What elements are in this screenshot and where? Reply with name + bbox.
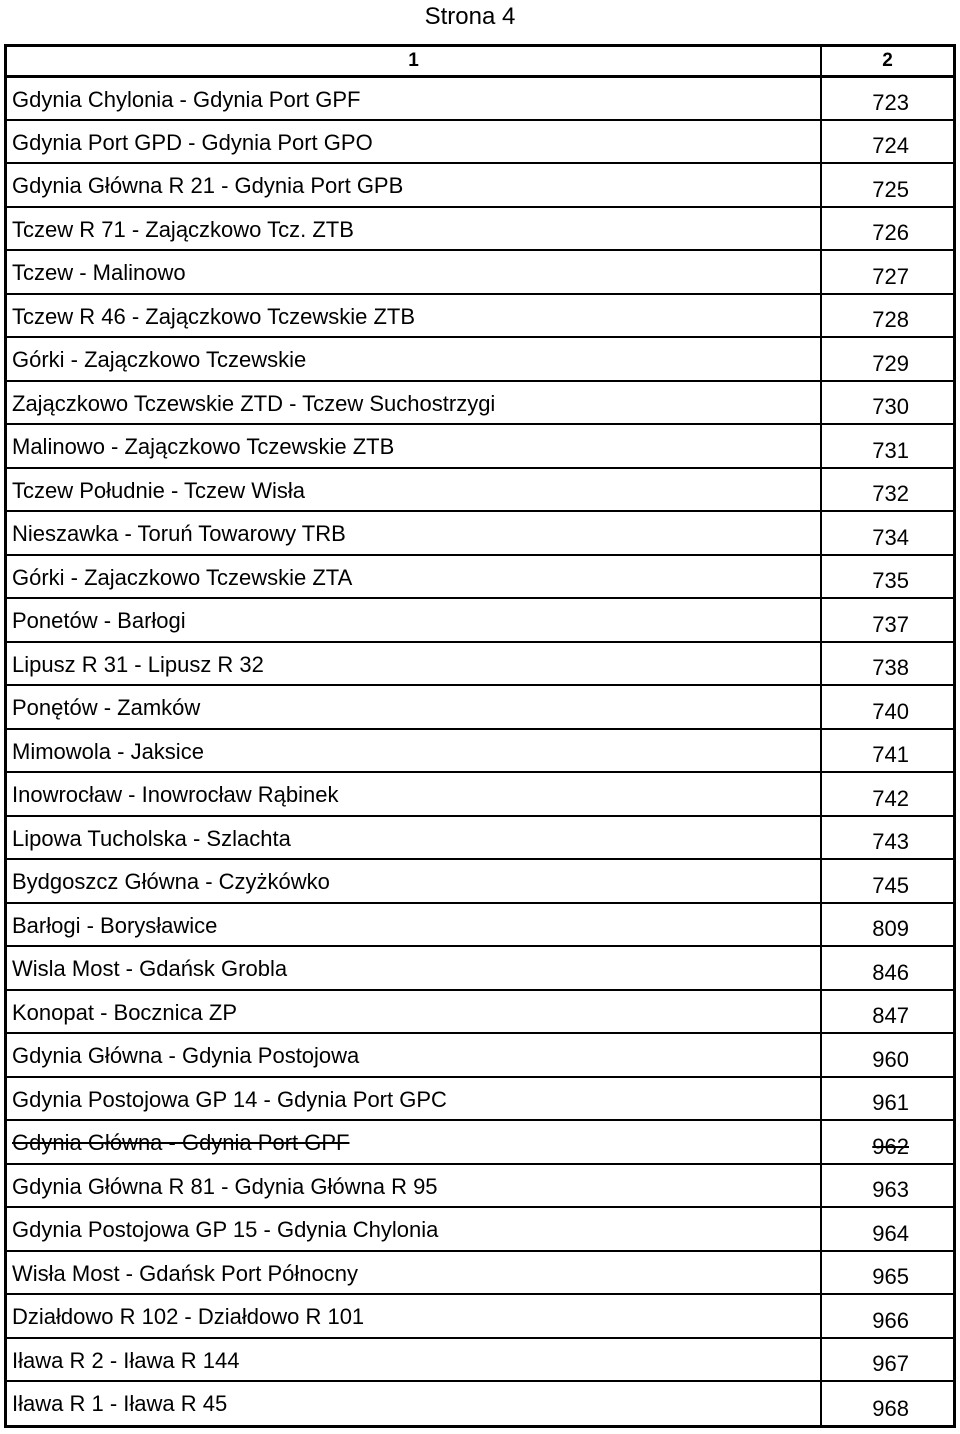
route-number-cell: 743 — [821, 816, 953, 860]
route-number-cell: 738 — [821, 642, 953, 686]
table-row — [7, 598, 953, 642]
table-row — [7, 1381, 953, 1425]
table-row — [7, 76, 953, 120]
route-number-cell: 847 — [821, 990, 953, 1034]
route-number-cell: 809 — [821, 903, 953, 947]
table-row — [7, 729, 953, 773]
table-row — [7, 1120, 953, 1164]
route-number-cell: 964 — [821, 1207, 953, 1251]
table-row — [7, 555, 953, 599]
route-number-cell: 741 — [821, 729, 953, 773]
route-number-cell: 962 — [821, 1120, 953, 1164]
table-row — [7, 1164, 953, 1208]
route-number-cell: 725 — [821, 163, 953, 207]
route-number-cell: 966 — [821, 1294, 953, 1338]
route-number-cell: 960 — [821, 1033, 953, 1077]
route-name-cell: Iława R 2 - Iława R 144 — [7, 1338, 821, 1382]
route-name-cell: Gdynia Postojowa GP 14 - Gdynia Port GPC — [7, 1077, 821, 1121]
table-row — [7, 511, 953, 555]
route-number-cell: 732 — [821, 468, 953, 512]
route-name-cell: Konopat - Bocznica ZP — [7, 990, 821, 1034]
table-row — [7, 903, 953, 947]
table-row — [7, 1338, 953, 1382]
route-number-cell: 742 — [821, 772, 953, 816]
table-row — [7, 1294, 953, 1338]
header-row — [7, 47, 953, 76]
table-row — [7, 424, 953, 468]
route-name-cell: Górki - Zajaczkowo Tczewskie ZTA — [7, 555, 821, 599]
route-name-cell: Zajączkowo Tczewskie ZTD - Tczew Suchostrzygi — [7, 381, 821, 425]
route-name-cell: Wisła Most - Gdańsk Port Północny — [7, 1251, 821, 1295]
route-name-cell: Nieszawka - Toruń Towarowy TRB — [7, 511, 821, 555]
route-number-cell: 963 — [821, 1164, 953, 1208]
route-name-cell: Ponętów - Zamków — [7, 685, 821, 729]
route-number-cell: 734 — [821, 511, 953, 555]
route-name-cell: Malinowo - Zajączkowo Tczewskie ZTB — [7, 424, 821, 468]
route-name-cell: Wisla Most - Gdańsk Grobla — [7, 946, 821, 990]
table-row — [7, 685, 953, 729]
route-name-cell: Tczew - Malinowo — [7, 250, 821, 294]
table-row — [7, 120, 953, 164]
route-name-cell: Tczew Południe - Tczew Wisła — [7, 468, 821, 512]
route-number-cell: 723 — [821, 76, 953, 120]
route-name-cell: Gdynia Główna - Gdynia Postojowa — [7, 1033, 821, 1077]
route-number-cell: 730 — [821, 381, 953, 425]
route-name-cell: Górki - Zajączkowo Tczewskie — [7, 337, 821, 381]
route-number-cell: 727 — [821, 250, 953, 294]
route-number-cell: 731 — [821, 424, 953, 468]
table-row — [7, 859, 953, 903]
table-row — [7, 946, 953, 990]
route-name-cell: Mimowola - Jaksice — [7, 729, 821, 773]
route-name-cell: Gdynia Port GPD - Gdynia Port GPO — [7, 120, 821, 164]
table-row — [7, 1207, 953, 1251]
table-body — [7, 76, 953, 1425]
table-row — [7, 250, 953, 294]
route-number-cell: 729 — [821, 337, 953, 381]
page-header: Strona 4 — [424, 3, 516, 30]
table-row — [7, 207, 953, 251]
route-name-cell: Iława R 1 - Iława R 45 — [7, 1381, 821, 1425]
table-row — [7, 337, 953, 381]
table-row — [7, 468, 953, 512]
route-name-cell: Lipusz R 31 - Lipusz R 32 — [7, 642, 821, 686]
route-number-cell: 745 — [821, 859, 953, 903]
column-header-2: 2 — [821, 47, 953, 76]
table-row — [7, 642, 953, 686]
route-name-cell: Gdynia Główna R 81 - Gdynia Główna R 95 — [7, 1164, 821, 1208]
route-name-cell: Inowrocław - Inowrocław Rąbinek — [7, 772, 821, 816]
route-name-cell: Gdynia Chylonia - Gdynia Port GPF — [7, 76, 821, 120]
table-row — [7, 816, 953, 860]
route-number-cell: 735 — [821, 555, 953, 599]
table-row — [7, 990, 953, 1034]
route-number-cell: 965 — [821, 1251, 953, 1295]
route-name-cell: Lipowa Tucholska - Szlachta — [7, 816, 821, 860]
table-row — [7, 772, 953, 816]
route-name-cell: Gdynia Główna R 21 - Gdynia Port GPB — [7, 163, 821, 207]
table-row — [7, 1251, 953, 1295]
route-table — [7, 47, 953, 1425]
route-table-frame — [4, 44, 956, 1428]
table-row — [7, 1033, 953, 1077]
route-number-cell: 728 — [821, 294, 953, 338]
route-name-cell: Bydgoszcz Główna - Czyżkówko — [7, 859, 821, 903]
route-name-cell: Barłogi - Borysławice — [7, 903, 821, 947]
route-name-cell: Gdynia Główna - Gdynia Port GPF — [7, 1120, 821, 1164]
route-name-cell: Tczew R 46 - Zajączkowo Tczewskie ZTB — [7, 294, 821, 338]
table-row — [7, 381, 953, 425]
route-number-cell: 740 — [821, 685, 953, 729]
table-row — [7, 294, 953, 338]
column-header-1: 1 — [7, 47, 821, 76]
route-number-cell: 726 — [821, 207, 953, 251]
route-name-cell: Działdowo R 102 - Działdowo R 101 — [7, 1294, 821, 1338]
route-number-cell: 967 — [821, 1338, 953, 1382]
route-number-cell: 737 — [821, 598, 953, 642]
route-number-cell: 724 — [821, 120, 953, 164]
route-name-cell: Gdynia Postojowa GP 15 - Gdynia Chylonia — [7, 1207, 821, 1251]
route-name-cell: Tczew R 71 - Zajączkowo Tcz. ZTB — [7, 207, 821, 251]
route-number-cell: 961 — [821, 1077, 953, 1121]
route-number-cell: 968 — [821, 1381, 953, 1425]
route-number-cell: 846 — [821, 946, 953, 990]
table-row — [7, 1077, 953, 1121]
route-name-cell: Ponetów - Barłogi — [7, 598, 821, 642]
table-row — [7, 163, 953, 207]
